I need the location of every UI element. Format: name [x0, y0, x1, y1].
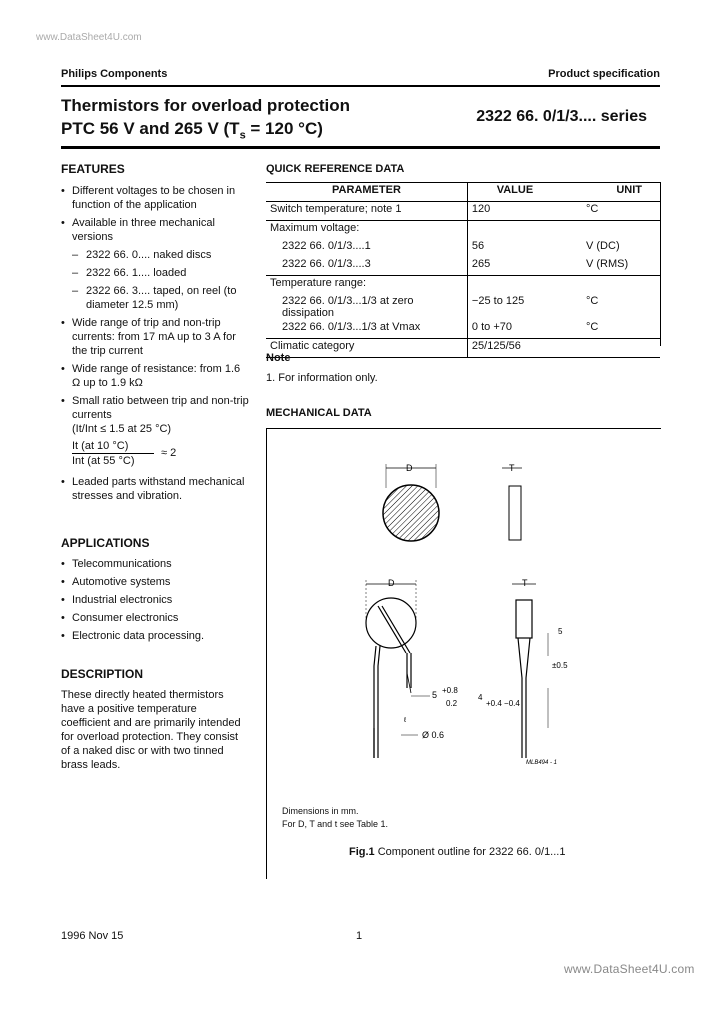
cell-parameter: Switch temperature; note 1	[266, 202, 467, 221]
cell-value	[467, 276, 562, 295]
svg-text:T: T	[509, 463, 515, 473]
svg-text:MLB494 - 1: MLB494 - 1	[526, 760, 558, 766]
list-item: • Wide range of trip and non-trip currents: from 17 mA up to 3 A for the trip current	[61, 316, 251, 358]
series-number: 2322 66. 0/1/3.... series	[476, 108, 647, 125]
sub-item: – 2322 66. 3.... taped, on reel (to diameter 12.5 mm)	[61, 284, 251, 312]
col-parameter: PARAMETER	[266, 183, 467, 202]
dim-D-top: D	[406, 463, 413, 473]
svg-text:0.2: 0.2	[446, 699, 458, 708]
footer-date: 1996 Nov 15	[61, 930, 124, 942]
page-number: 1	[356, 930, 363, 942]
ratio-formula: It (at 10 °C) Int (at 55 °C) ≈ 2	[72, 440, 177, 467]
table-row	[266, 221, 660, 240]
watermark-top: www.DataSheet4U.com	[36, 32, 142, 43]
col-unit: UNIT	[562, 183, 660, 202]
quick-ref-table-wrap	[266, 182, 660, 358]
ratio-line: (It/Int ≤ 1.5 at 25 °C)	[72, 423, 172, 435]
table-row	[266, 276, 660, 295]
list-item: • Telecommunications	[61, 557, 251, 571]
sub-item: – 2322 66. 0.... naked discs	[61, 248, 251, 262]
cell-value: 0 to +70	[471, 321, 512, 333]
dimensions-note: Dimensions in mm.	[282, 806, 359, 816]
figure-caption: Fig.1 Component outline for 2322 66. 0/1...1	[349, 846, 566, 858]
cell-value: 265	[471, 258, 491, 270]
svg-text:ℓ: ℓ	[404, 717, 407, 724]
svg-text:+0.8: +0.8	[442, 686, 458, 695]
cell-parameter: 2322 66. 0/1/3...1/3 at zero dissipation	[266, 294, 467, 320]
mechanical-heading: MECHANICAL DATA	[266, 407, 372, 419]
disc-side-view	[502, 463, 522, 540]
note-heading: Note	[266, 352, 291, 364]
svg-text:4: 4	[478, 693, 483, 702]
features-list	[61, 184, 251, 503]
note-text: 1. For information only.	[266, 372, 378, 384]
applications-list	[61, 557, 251, 643]
header-rule	[61, 85, 660, 87]
leaded-component-side	[478, 578, 568, 766]
naked-disc	[383, 463, 439, 541]
svg-text:D: D	[388, 578, 395, 588]
list-item: • Different voltages to be chosen in function of the application	[61, 184, 251, 212]
cell-unit: V (RMS)	[586, 258, 629, 270]
cell-parameter: Maximum voltage:	[266, 221, 467, 240]
list-item: • Leaded parts withstand mechanical stresses and vibration.	[61, 475, 251, 503]
cell-unit: °C	[586, 295, 599, 307]
list-item: • Consumer electronics	[61, 611, 251, 625]
cell-value: 120	[467, 202, 562, 221]
quick-ref-heading: QUICK REFERENCE DATA	[266, 163, 405, 175]
cell-value	[467, 221, 562, 240]
svg-text:5: 5	[432, 690, 438, 700]
list-item: • Electronic data processing.	[61, 629, 251, 643]
table-row	[266, 320, 660, 339]
cell-parameter: Climatic category	[266, 339, 467, 358]
title-rule	[61, 146, 660, 149]
cell-unit	[562, 339, 660, 358]
cell-parameter: 2322 66. 0/1/3....1	[266, 239, 467, 257]
table-right-border	[660, 182, 661, 346]
features-heading: FEATURES	[61, 162, 125, 176]
table-row	[266, 257, 660, 276]
svg-text:±0.5: ±0.5	[552, 661, 568, 670]
cell-parameter: Temperature range:	[266, 276, 467, 295]
svg-text:5: 5	[558, 627, 563, 636]
list-item: • Wide range of resistance: from 1.6 Ω up to 1.9 kΩ	[61, 362, 251, 390]
doc-type: Product specification	[548, 68, 660, 80]
cell-parameter: 2322 66. 0/1/3....3	[266, 257, 467, 276]
quick-ref-table	[266, 183, 660, 357]
page-title-line2: PTC 56 V and 265 V ($T_s = 120$ °C)	[61, 119, 323, 142]
watermark-bottom: www.DataSheet4U.com	[564, 962, 695, 976]
sub-item: – 2322 66. 1.... loaded	[61, 266, 251, 280]
list-item: • Small ratio between trip and non-trip currents	[61, 394, 251, 422]
company-name: Philips Components	[61, 68, 168, 80]
cell-unit: V (DC)	[586, 240, 620, 252]
table-row	[266, 202, 660, 221]
list-item: • Available in three mechanical versions	[61, 216, 251, 244]
description-heading: DESCRIPTION	[61, 667, 144, 681]
cell-unit: °C	[586, 321, 599, 333]
cell-unit	[562, 221, 660, 240]
page-title-line1: Thermistors for overload protection	[61, 96, 351, 115]
cell-value: 56	[471, 240, 485, 252]
cell-parameter: 2322 66. 0/1/3...1/3 at Vmax	[266, 320, 467, 339]
cell-unit: °C	[562, 202, 660, 221]
cell-value: 25/125/56	[467, 339, 562, 358]
applications-heading: APPLICATIONS	[61, 536, 150, 550]
list-item: • Automotive systems	[61, 575, 251, 589]
table-row	[266, 294, 660, 320]
svg-text:Ø 0.6: Ø 0.6	[422, 730, 445, 740]
cell-value: −25 to 125	[471, 295, 525, 307]
dimensions-note-2: For D, T and t see Table 1.	[282, 819, 389, 829]
table-row	[266, 339, 660, 358]
description-text: These directly heated thermistors have a positive temperature coefficient and are primarily intended for overload protection. They consist of a naked disc or with two tinned brass leads.	[61, 689, 241, 771]
list-item: • Industrial electronics	[61, 593, 251, 607]
leaded-component-front	[366, 578, 458, 758]
svg-text:T: T	[522, 578, 528, 588]
cell-unit	[562, 276, 660, 295]
table-row	[266, 239, 660, 257]
svg-text:+0.4 −0.4: +0.4 −0.4	[486, 699, 520, 708]
col-value: VALUE	[467, 183, 562, 202]
